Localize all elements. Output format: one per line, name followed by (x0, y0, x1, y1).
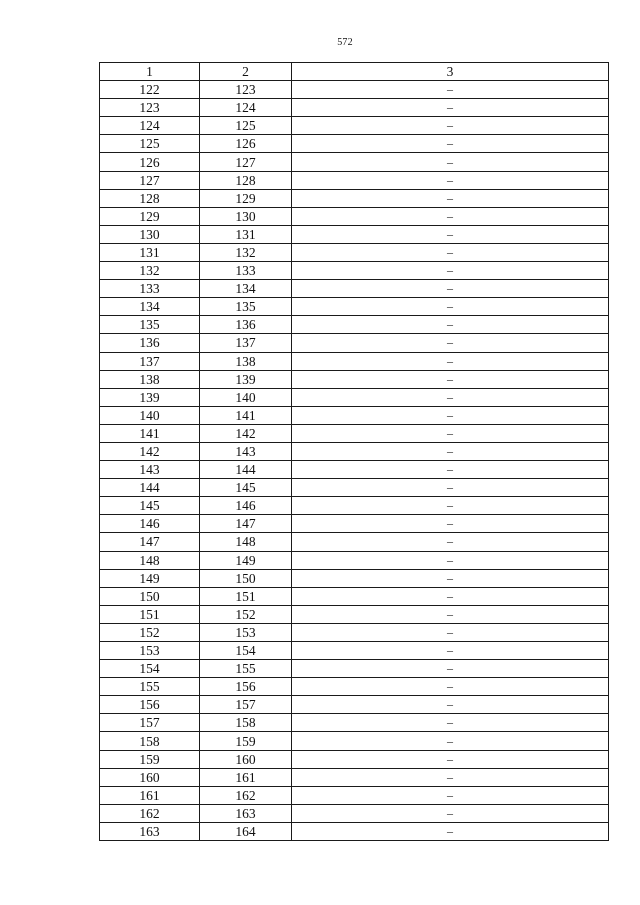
table-cell-col-2: 158 (200, 714, 292, 732)
table-row (100, 768, 609, 786)
table-cell-col-2: 138 (200, 352, 292, 370)
table-cell-col-3: – (292, 406, 609, 424)
table-row (100, 424, 609, 442)
table-row (100, 804, 609, 822)
table-cell-col-3: – (292, 696, 609, 714)
table-cell-col-3: – (292, 135, 609, 153)
table-cell-col-1: 147 (100, 533, 200, 551)
table-cell-col-3: – (292, 442, 609, 460)
table-cell-col-3: – (292, 189, 609, 207)
table-cell-col-2: 139 (200, 370, 292, 388)
table-row (100, 569, 609, 587)
table-cell-col-2: 156 (200, 678, 292, 696)
table-row (100, 207, 609, 225)
table-cell-col-2: 125 (200, 117, 292, 135)
table-cell-col-1: 122 (100, 81, 200, 99)
table-cell-col-1: 154 (100, 660, 200, 678)
table-cell-col-3: – (292, 515, 609, 533)
table-cell-col-1: 125 (100, 135, 200, 153)
table-cell-col-1: 126 (100, 153, 200, 171)
table-cell-col-2: 148 (200, 533, 292, 551)
table-cell-col-3: – (292, 750, 609, 768)
table-row (100, 298, 609, 316)
table-cell-col-2: 142 (200, 424, 292, 442)
table-cell-col-3: – (292, 316, 609, 334)
table-cell-col-2: 149 (200, 551, 292, 569)
column-header-3: 3 (292, 63, 609, 81)
table-cell-col-1: 131 (100, 243, 200, 261)
table-cell-col-1: 123 (100, 99, 200, 117)
table-row (100, 533, 609, 551)
table-cell-col-1: 140 (100, 406, 200, 424)
table-cell-col-2: 145 (200, 479, 292, 497)
table-row (100, 660, 609, 678)
table-cell-col-3: – (292, 714, 609, 732)
table-cell-col-3: – (292, 352, 609, 370)
table-row (100, 623, 609, 641)
table-cell-col-1: 141 (100, 424, 200, 442)
table-cell-col-1: 124 (100, 117, 200, 135)
table-cell-col-2: 147 (200, 515, 292, 533)
table-cell-col-1: 159 (100, 750, 200, 768)
table-row (100, 153, 609, 171)
table-cell-col-2: 157 (200, 696, 292, 714)
table-cell-col-2: 144 (200, 461, 292, 479)
table-cell-col-1: 155 (100, 678, 200, 696)
table-cell-col-3: – (292, 587, 609, 605)
table-row (100, 316, 609, 334)
table-row (100, 551, 609, 569)
table-cell-col-3: – (292, 660, 609, 678)
table-cell-col-1: 135 (100, 316, 200, 334)
table-cell-col-3: – (292, 99, 609, 117)
table-cell-col-1: 151 (100, 605, 200, 623)
table-cell-col-2: 135 (200, 298, 292, 316)
table-cell-col-3: – (292, 153, 609, 171)
table-cell-col-3: – (292, 171, 609, 189)
table-cell-col-1: 129 (100, 207, 200, 225)
table-cell-col-3: – (292, 497, 609, 515)
table-cell-col-1: 143 (100, 461, 200, 479)
table-row (100, 750, 609, 768)
table-row (100, 225, 609, 243)
table-cell-col-1: 148 (100, 551, 200, 569)
table-cell-col-2: 134 (200, 280, 292, 298)
table-cell-col-3: – (292, 334, 609, 352)
table-cell-col-1: 160 (100, 768, 200, 786)
table-cell-col-1: 162 (100, 804, 200, 822)
table-row (100, 678, 609, 696)
table-row (100, 786, 609, 804)
table-row (100, 117, 609, 135)
table-row (100, 714, 609, 732)
table-cell-col-1: 144 (100, 479, 200, 497)
table-cell-col-2: 151 (200, 587, 292, 605)
table-cell-col-3: – (292, 786, 609, 804)
table-cell-col-1: 142 (100, 442, 200, 460)
table-row (100, 189, 609, 207)
table-cell-col-1: 130 (100, 225, 200, 243)
table-cell-col-3: – (292, 804, 609, 822)
table-cell-col-3: – (292, 388, 609, 406)
table-cell-col-3: – (292, 370, 609, 388)
table-cell-col-2: 164 (200, 822, 292, 840)
header-row (100, 63, 609, 81)
table-cell-col-2: 132 (200, 243, 292, 261)
table-cell-col-1: 128 (100, 189, 200, 207)
table-cell-col-2: 150 (200, 569, 292, 587)
table-cell-col-1: 153 (100, 642, 200, 660)
table-cell-col-1: 152 (100, 623, 200, 641)
table-cell-col-1: 156 (100, 696, 200, 714)
table-cell-col-2: 137 (200, 334, 292, 352)
table-cell-col-2: 124 (200, 99, 292, 117)
table-cell-col-2: 143 (200, 442, 292, 460)
table-cell-col-2: 128 (200, 171, 292, 189)
table-cell-col-1: 149 (100, 569, 200, 587)
table-row (100, 442, 609, 460)
table-cell-col-3: – (292, 768, 609, 786)
table-cell-col-1: 138 (100, 370, 200, 388)
table-cell-col-2: 152 (200, 605, 292, 623)
table-row (100, 696, 609, 714)
table-row (100, 461, 609, 479)
table-cell-col-2: 130 (200, 207, 292, 225)
table-cell-col-1: 132 (100, 262, 200, 280)
table-cell-col-1: 145 (100, 497, 200, 515)
table-cell-col-3: – (292, 678, 609, 696)
table-cell-col-1: 139 (100, 388, 200, 406)
table-cell-col-3: – (292, 822, 609, 840)
table-cell-col-1: 161 (100, 786, 200, 804)
table-row (100, 262, 609, 280)
table-row (100, 370, 609, 388)
table-cell-col-1: 136 (100, 334, 200, 352)
table-cell-col-3: – (292, 243, 609, 261)
table-cell-col-2: 162 (200, 786, 292, 804)
table-row (100, 406, 609, 424)
table-cell-col-3: – (292, 81, 609, 99)
table-cell-col-1: 150 (100, 587, 200, 605)
table-cell-col-2: 155 (200, 660, 292, 678)
table-row (100, 479, 609, 497)
table-cell-col-2: 140 (200, 388, 292, 406)
table-row (100, 515, 609, 533)
table-row (100, 822, 609, 840)
table-body (100, 81, 609, 841)
table-row (100, 81, 609, 99)
table-row (100, 334, 609, 352)
table-cell-col-2: 146 (200, 497, 292, 515)
table-cell-col-2: 161 (200, 768, 292, 786)
table-cell-col-1: 146 (100, 515, 200, 533)
table-cell-col-2: 133 (200, 262, 292, 280)
table-cell-col-1: 134 (100, 298, 200, 316)
table-cell-col-2: 154 (200, 642, 292, 660)
table-cell-col-2: 136 (200, 316, 292, 334)
page-number: 572 (337, 37, 353, 48)
column-header-1: 1 (100, 63, 200, 81)
table-cell-col-1: 137 (100, 352, 200, 370)
table-row (100, 171, 609, 189)
table-cell-col-2: 141 (200, 406, 292, 424)
table-row (100, 642, 609, 660)
table-cell-col-3: – (292, 642, 609, 660)
table-cell-col-1: 163 (100, 822, 200, 840)
table-cell-col-1: 133 (100, 280, 200, 298)
table-cell-col-2: 127 (200, 153, 292, 171)
table-row (100, 99, 609, 117)
table-cell-col-3: – (292, 533, 609, 551)
data-table (99, 62, 609, 841)
table-row (100, 388, 609, 406)
column-header-2: 2 (200, 63, 292, 81)
table-cell-col-3: – (292, 424, 609, 442)
table-cell-col-3: – (292, 262, 609, 280)
table-cell-col-1: 127 (100, 171, 200, 189)
table-header (100, 63, 609, 81)
table-row (100, 605, 609, 623)
table-row (100, 497, 609, 515)
table-cell-col-2: 129 (200, 189, 292, 207)
table-cell-col-3: – (292, 623, 609, 641)
table-cell-col-1: 157 (100, 714, 200, 732)
table-cell-col-3: – (292, 551, 609, 569)
table-row (100, 732, 609, 750)
table-cell-col-2: 123 (200, 81, 292, 99)
table-cell-col-2: 153 (200, 623, 292, 641)
table-cell-col-2: 160 (200, 750, 292, 768)
table-cell-col-3: – (292, 461, 609, 479)
table-cell-col-3: – (292, 225, 609, 243)
table-row (100, 352, 609, 370)
table-cell-col-3: – (292, 207, 609, 225)
table-cell-col-2: 159 (200, 732, 292, 750)
table-cell-col-1: 158 (100, 732, 200, 750)
table-cell-col-2: 163 (200, 804, 292, 822)
table-row (100, 280, 609, 298)
table-row (100, 243, 609, 261)
table-cell-col-3: – (292, 280, 609, 298)
table-row (100, 587, 609, 605)
table-cell-col-3: – (292, 117, 609, 135)
table-cell-col-3: – (292, 479, 609, 497)
table-cell-col-3: – (292, 569, 609, 587)
table-cell-col-2: 126 (200, 135, 292, 153)
table-cell-col-3: – (292, 298, 609, 316)
table-cell-col-2: 131 (200, 225, 292, 243)
table-cell-col-3: – (292, 605, 609, 623)
table-cell-col-3: – (292, 732, 609, 750)
table-row (100, 135, 609, 153)
